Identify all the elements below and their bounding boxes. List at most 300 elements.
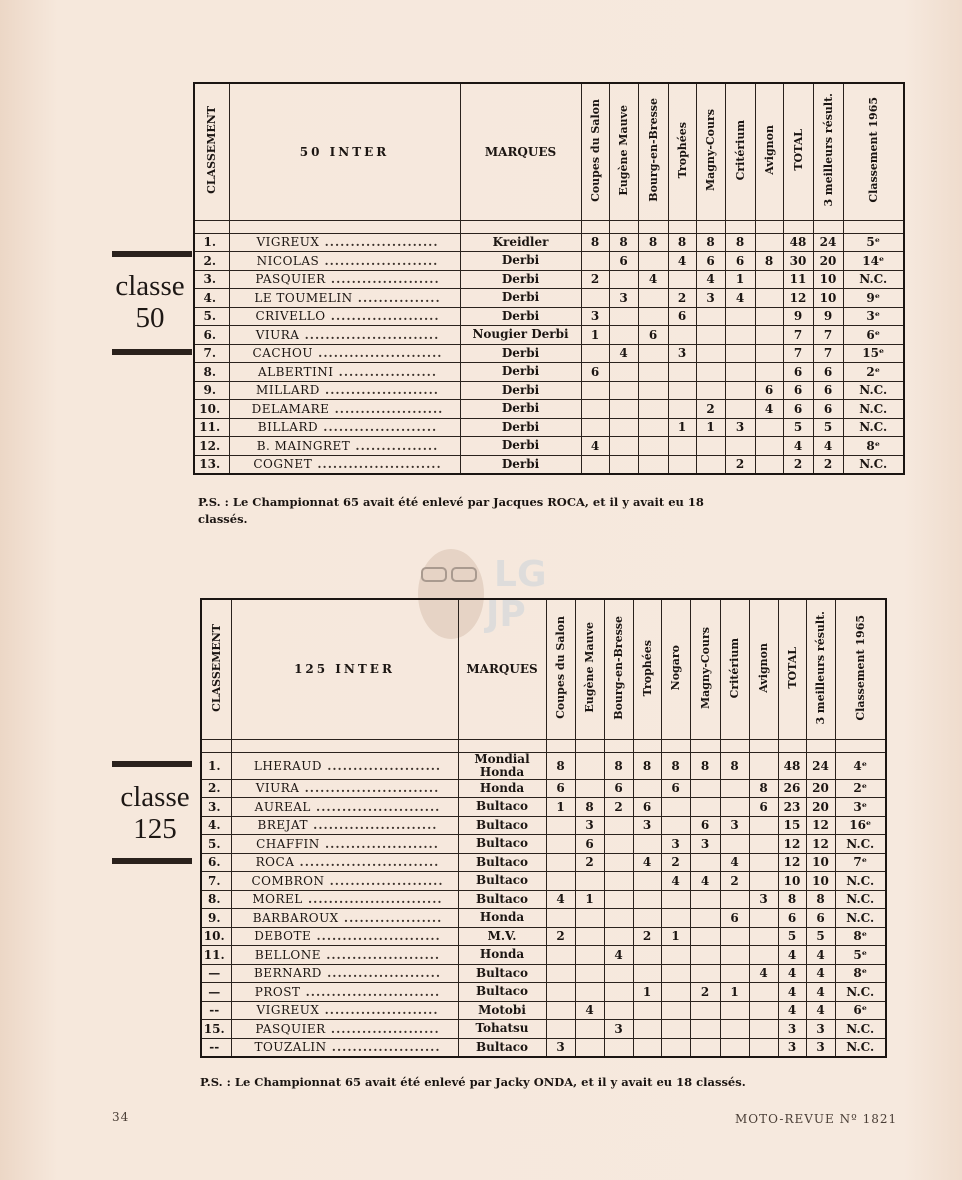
best3-cell: 4 [806, 1001, 835, 1020]
brand-cell: Honda [458, 909, 546, 928]
header-event: Trophées [633, 599, 661, 739]
watermark-text: LG [494, 554, 547, 595]
event-points-cell: 3 [725, 418, 755, 437]
header-event: Avignon [749, 599, 778, 739]
event-points-cell [690, 927, 720, 946]
classement-1965-cell: 8ᵉ [835, 964, 886, 983]
event-points-cell: 1 [633, 983, 661, 1002]
event-points-cell [720, 964, 749, 983]
brand-cell: Bultaco [458, 853, 546, 872]
best3-cell: 10 [813, 289, 843, 308]
event-points-cell [633, 1020, 661, 1039]
event-points-cell [546, 835, 575, 854]
event-points-cell [749, 1020, 778, 1039]
table-row [194, 418, 904, 437]
event-points-cell [755, 326, 783, 345]
event-points-cell: 2 [696, 400, 725, 419]
event-points-cell [755, 418, 783, 437]
event-points-cell: 4 [720, 853, 749, 872]
event-points-cell: 3 [604, 1020, 633, 1039]
header-marques: MARQUES [458, 599, 546, 739]
table-row [194, 289, 904, 308]
leader-dots: ................ [352, 290, 441, 305]
event-points-cell [749, 853, 778, 872]
event-points-cell [638, 307, 668, 326]
event-points-cell: 8 [546, 752, 575, 779]
event-points-cell [581, 418, 609, 437]
rider-name: COGNET [253, 457, 313, 472]
event-points-cell [604, 1001, 633, 1020]
best3-cell: 7 [813, 326, 843, 345]
event-points-cell [755, 307, 783, 326]
rank-cell: 7. [201, 872, 231, 891]
rider-name: BILLARD [257, 420, 319, 435]
total-cell: 5 [783, 418, 813, 437]
rank-cell: 7. [194, 344, 229, 363]
leader-dots: .......................... [299, 781, 440, 796]
classement-1965-cell: 5ᵉ [835, 946, 886, 965]
event-points-cell [696, 363, 725, 382]
total-cell: 9 [783, 307, 813, 326]
event-points-cell [696, 437, 725, 456]
event-points-cell [609, 437, 638, 456]
total-cell: 11 [783, 270, 813, 289]
event-points-cell [638, 363, 668, 382]
event-points-cell [581, 381, 609, 400]
rider-name-cell [231, 890, 458, 909]
rider-name: MILLARD [256, 383, 320, 398]
header-title: 125 INTER [231, 599, 458, 739]
classement-1965-cell: 14ᵉ [843, 252, 904, 271]
results-table-125 [200, 598, 887, 1058]
brand-cell: Derbi [460, 344, 581, 363]
total-cell: 8 [778, 890, 806, 909]
event-points-cell [633, 872, 661, 891]
publication-footer: MOTO-REVUE Nº 1821 [735, 1112, 898, 1126]
event-points-cell: 8 [609, 233, 638, 252]
event-points-cell: 8 [725, 233, 755, 252]
event-points-cell: 6 [696, 252, 725, 271]
event-points-cell [696, 326, 725, 345]
rider-name-cell [229, 344, 460, 363]
class125-label [110, 781, 200, 845]
rider-name-cell [231, 927, 458, 946]
class50-number: 50 [135, 302, 165, 334]
leader-dots: ...................... [319, 383, 439, 398]
event-points-cell: 4 [749, 964, 778, 983]
event-points-cell [690, 1001, 720, 1020]
rider-name: TOUZALIN [254, 1040, 327, 1055]
total-cell: 12 [778, 853, 806, 872]
rank-cell: 6. [201, 853, 231, 872]
rank-cell: 6. [194, 326, 229, 345]
event-points-cell: 3 [696, 289, 725, 308]
total-cell: 12 [783, 289, 813, 308]
event-points-cell [546, 1020, 575, 1039]
header-best3: 3 meilleurs résult. [806, 599, 835, 739]
event-points-cell: 8 [661, 752, 690, 779]
spacer-cell [755, 220, 783, 233]
event-points-cell [755, 437, 783, 456]
event-points-cell [604, 964, 633, 983]
event-points-cell [749, 835, 778, 854]
event-points-cell [546, 1001, 575, 1020]
rank-cell: -- [201, 1038, 231, 1057]
rider-name-cell [231, 1020, 458, 1039]
classement-1965-cell: 15ᵉ [843, 344, 904, 363]
rider-name-cell [229, 381, 460, 400]
rider-name: PASQUIER [255, 1021, 326, 1036]
best3-cell: 2 [813, 455, 843, 474]
class50-bottom-bar [112, 349, 192, 355]
header-title: 50 INTER [229, 83, 460, 220]
leader-dots: ...................... [321, 966, 442, 981]
spacer-cell [201, 739, 231, 752]
best3-cell: 6 [813, 363, 843, 382]
event-points-cell [546, 872, 575, 891]
brand-cell: Kreidler [460, 233, 581, 252]
event-points-cell [609, 326, 638, 345]
event-points-cell: 8 [633, 752, 661, 779]
spacer-cell [609, 220, 638, 233]
event-points-cell [720, 1038, 749, 1057]
event-points-cell: 2 [661, 853, 690, 872]
rider-name-cell [229, 289, 460, 308]
best3-cell: 9 [813, 307, 843, 326]
event-points-cell [690, 798, 720, 817]
rider-name-cell [229, 437, 460, 456]
spacer-cell [835, 739, 886, 752]
total-cell: 4 [783, 437, 813, 456]
total-cell: 48 [783, 233, 813, 252]
rider-name: BARBAROUX [252, 910, 339, 925]
rank-cell: 4. [201, 816, 231, 835]
best3-cell: 10 [806, 853, 835, 872]
best3-cell: 3 [806, 1020, 835, 1039]
event-points-cell [720, 798, 749, 817]
leader-dots: ...................... [324, 873, 444, 888]
event-points-cell: 1 [581, 326, 609, 345]
header-event: Critérium [725, 83, 755, 220]
table-row [194, 363, 904, 382]
brand-cell: Bultaco [458, 964, 546, 983]
rank-cell: 2. [201, 779, 231, 798]
event-points-cell [575, 927, 604, 946]
rider-name-cell [231, 835, 458, 854]
table-row [194, 252, 904, 271]
event-points-cell [633, 835, 661, 854]
leader-dots: ................... [338, 910, 443, 925]
rider-name-cell [229, 400, 460, 419]
event-points-cell: 8 [581, 233, 609, 252]
event-points-cell: 4 [690, 872, 720, 891]
brand-cell: Bultaco [458, 1038, 546, 1057]
results-table-50 [193, 82, 905, 475]
brand-cell: Derbi [460, 363, 581, 382]
classement-1965-cell: N.C. [843, 418, 904, 437]
classement-1965-cell: 8ᵉ [835, 927, 886, 946]
rider-name: LE TOUMELIN [254, 290, 353, 305]
rank-cell: 8. [201, 890, 231, 909]
best3-cell: 10 [813, 270, 843, 289]
rank-cell: — [201, 964, 231, 983]
brand-cell: Bultaco [458, 872, 546, 891]
event-points-cell [661, 909, 690, 928]
spacer-cell [749, 739, 778, 752]
event-points-cell: 8 [604, 752, 633, 779]
event-points-cell [638, 400, 668, 419]
event-points-cell: 1 [546, 798, 575, 817]
event-points-cell [575, 872, 604, 891]
table-row [194, 270, 904, 289]
header-event: Magny-Cours [690, 599, 720, 739]
spacer-cell [725, 220, 755, 233]
event-points-cell [690, 1020, 720, 1039]
rider-name: ROCA [255, 855, 295, 870]
event-points-cell: 6 [661, 779, 690, 798]
event-points-cell: 2 [604, 798, 633, 817]
event-points-cell: 2 [633, 927, 661, 946]
event-points-cell: 3 [668, 344, 696, 363]
spacer-cell [813, 220, 843, 233]
event-points-cell [720, 927, 749, 946]
event-points-cell [690, 964, 720, 983]
event-points-cell [668, 455, 696, 474]
event-points-cell [661, 890, 690, 909]
event-points-cell [604, 853, 633, 872]
leader-dots: ..................... [325, 272, 440, 287]
header-event: Coupes du Salon [581, 83, 609, 220]
rider-name-cell [231, 983, 458, 1002]
brand-cell: Bultaco [458, 983, 546, 1002]
classement-1965-cell: N.C. [835, 835, 886, 854]
event-points-cell: 4 [725, 289, 755, 308]
rider-name: MOREL [252, 892, 303, 907]
classement-1965-cell: 3ᵉ [843, 307, 904, 326]
event-points-cell [690, 1038, 720, 1057]
best3-cell: 4 [813, 437, 843, 456]
rider-name: DELAMARE [251, 401, 330, 416]
event-points-cell [690, 946, 720, 965]
event-points-cell: 2 [575, 853, 604, 872]
best3-cell: 12 [806, 835, 835, 854]
rider-name-cell [231, 964, 458, 983]
event-points-cell [755, 289, 783, 308]
event-points-cell [749, 909, 778, 928]
brand-cell: Derbi [460, 400, 581, 419]
classement-1965-cell: 9ᵉ [843, 289, 904, 308]
rider-name-cell [229, 326, 460, 345]
event-points-cell: 1 [696, 418, 725, 437]
best3-cell: 8 [806, 890, 835, 909]
event-points-cell [604, 983, 633, 1002]
rank-cell: 11. [194, 418, 229, 437]
event-points-cell [661, 1020, 690, 1039]
event-points-cell [668, 437, 696, 456]
rider-name-cell [231, 946, 458, 965]
svg-text:JP: JP [486, 594, 526, 635]
event-points-cell [575, 1020, 604, 1039]
spacer-cell [661, 739, 690, 752]
event-points-cell: 8 [755, 252, 783, 271]
rider-name-cell [231, 798, 458, 817]
class125-word: classe [120, 781, 190, 813]
spacer-cell [231, 739, 458, 752]
event-points-cell [604, 816, 633, 835]
event-points-cell: 3 [633, 816, 661, 835]
event-points-cell [575, 1038, 604, 1057]
total-cell: 7 [783, 344, 813, 363]
leader-dots: ...................... [321, 947, 441, 962]
brand-cell: Bultaco [458, 816, 546, 835]
rider-name-cell [229, 363, 460, 382]
event-points-cell [604, 835, 633, 854]
event-points-cell [720, 1020, 749, 1039]
event-points-cell: 4 [546, 890, 575, 909]
event-points-cell [581, 400, 609, 419]
spacer-cell [604, 739, 633, 752]
event-points-cell [661, 798, 690, 817]
rider-name: BREJAT [257, 818, 308, 833]
leader-dots: ...................... [319, 836, 439, 851]
brand-cell: Derbi [460, 270, 581, 289]
best3-cell: 20 [806, 779, 835, 798]
header-c1965: Classement 1965 [843, 83, 904, 220]
rank-cell: 5. [194, 307, 229, 326]
event-points-cell [604, 909, 633, 928]
brand-cell: Derbi [460, 418, 581, 437]
rider-name: ALBERTINI [257, 364, 334, 379]
event-points-cell [725, 326, 755, 345]
rank-cell: 11. [201, 946, 231, 965]
table-row [201, 1001, 886, 1020]
event-points-cell: 8 [696, 233, 725, 252]
header-marques: MARQUES [460, 83, 581, 220]
event-points-cell [575, 752, 604, 779]
rider-name: CRIVELLO [255, 309, 326, 324]
total-cell: 4 [778, 983, 806, 1002]
table-row [201, 1038, 886, 1057]
total-cell: 23 [778, 798, 806, 817]
event-points-cell [609, 363, 638, 382]
event-points-cell [604, 890, 633, 909]
event-points-cell [661, 1001, 690, 1020]
class50-word: classe [115, 270, 185, 302]
event-points-cell [609, 418, 638, 437]
event-points-cell [638, 344, 668, 363]
leader-dots: ................... [333, 364, 438, 379]
page-number: 34 [112, 1110, 130, 1124]
table-row [201, 946, 886, 965]
leader-dots: ........................ [310, 799, 441, 814]
total-cell: 4 [778, 946, 806, 965]
header-classement: CLASSEMENT [194, 83, 229, 220]
event-points-cell [749, 927, 778, 946]
spacer-cell [668, 220, 696, 233]
table125-body [201, 739, 886, 1057]
event-points-cell: 8 [720, 752, 749, 779]
event-points-cell: 1 [720, 983, 749, 1002]
event-points-cell [668, 381, 696, 400]
rank-cell: — [201, 983, 231, 1002]
event-points-cell [546, 946, 575, 965]
rank-cell: 3. [201, 798, 231, 817]
brand-cell: Bultaco [458, 835, 546, 854]
table-row [201, 890, 886, 909]
event-points-cell [633, 890, 661, 909]
event-points-cell [725, 307, 755, 326]
classement-1965-cell: 6ᵉ [835, 1001, 886, 1020]
event-points-cell [638, 381, 668, 400]
rider-name-cell [229, 455, 460, 474]
event-points-cell [668, 363, 696, 382]
event-points-cell [633, 1001, 661, 1020]
event-points-cell [696, 381, 725, 400]
event-points-cell: 8 [668, 233, 696, 252]
table-row [201, 872, 886, 891]
event-points-cell: 6 [749, 798, 778, 817]
rider-name-cell [229, 252, 460, 271]
best3-cell: 24 [813, 233, 843, 252]
brand-cell: M.V. [458, 927, 546, 946]
spacer-cell [783, 220, 813, 233]
header-total: TOTAL [778, 599, 806, 739]
leader-dots: ........................... [294, 855, 440, 870]
event-points-cell [546, 983, 575, 1002]
rider-name: BERNARD [253, 966, 322, 981]
table-row [201, 1020, 886, 1039]
classement-1965-cell: 8ᵉ [843, 437, 904, 456]
event-points-cell: 3 [749, 890, 778, 909]
class50-label [110, 270, 190, 334]
event-points-cell [668, 270, 696, 289]
table-row [201, 983, 886, 1002]
event-points-cell: 8 [575, 798, 604, 817]
rider-name: CHAFFIN [256, 836, 320, 851]
event-points-cell [575, 909, 604, 928]
brand-cell: Derbi [460, 437, 581, 456]
event-points-cell [638, 437, 668, 456]
rank-cell: 3. [194, 270, 229, 289]
event-points-cell: 6 [633, 798, 661, 817]
leader-dots: ........................ [312, 457, 442, 472]
table-row [201, 835, 886, 854]
classement-1965-cell: 6ᵉ [843, 326, 904, 345]
event-points-cell: 3 [661, 835, 690, 854]
event-points-cell [575, 946, 604, 965]
event-points-cell: 6 [581, 363, 609, 382]
classement-1965-cell: 16ᵉ [835, 816, 886, 835]
leader-dots: ...................... [322, 758, 442, 773]
rider-name: VIGREUX [256, 1003, 320, 1018]
classement-1965-cell: 2ᵉ [835, 779, 886, 798]
leader-dots: ...................... [319, 1003, 439, 1018]
event-points-cell [690, 909, 720, 928]
rank-cell: 8. [194, 363, 229, 382]
event-points-cell: 4 [575, 1001, 604, 1020]
event-points-cell [749, 816, 778, 835]
event-points-cell [696, 307, 725, 326]
rider-name: COMBRON [251, 873, 325, 888]
rider-name: CACHOU [252, 346, 313, 361]
rank-cell: 12. [194, 437, 229, 456]
brand-cell: Bultaco [458, 890, 546, 909]
event-points-cell [755, 233, 783, 252]
table-row [201, 909, 886, 928]
event-points-cell [575, 983, 604, 1002]
rider-name: VIURA [255, 327, 300, 342]
event-points-cell: 3 [581, 307, 609, 326]
